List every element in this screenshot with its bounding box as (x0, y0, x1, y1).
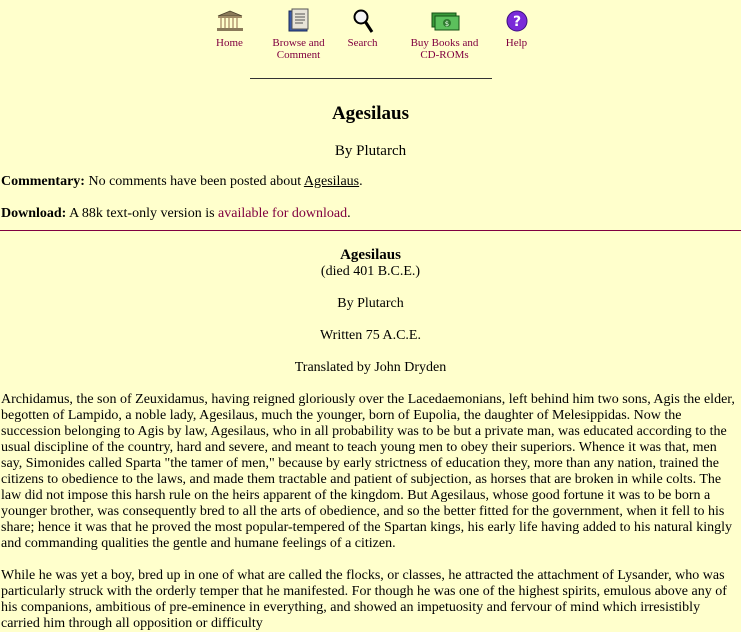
nav-help[interactable] (498, 7, 536, 61)
work-translator: Translated by John Dryden (294, 360, 447, 375)
nav-home-label[interactable]: Home (216, 37, 243, 49)
nav-buy-label-1[interactable]: Buy Books and (410, 37, 479, 49)
commentary-text: No comments have been posted about (88, 174, 302, 189)
commentary-line (1, 174, 741, 190)
page-title: Agesilaus (331, 103, 410, 124)
nav-browse-label-2[interactable]: Comment (276, 49, 321, 61)
top-nav (4, 0, 741, 61)
download-link[interactable]: available for download (218, 206, 348, 221)
nav-search-label[interactable]: Search (347, 37, 378, 49)
nav-browse-label-1[interactable]: Browse and (272, 37, 325, 49)
text-paragraph: Archidamus, the son of Zeuxidamus, having reigned gloriously over the Lacedaemonians, left behind him two sons, Agis the elder, begotten of Lampido, a noble lady, Agesilaus, much the younger, born of Eupolia, the daughter of Melesippidas. Now the succession belonging to Agis by law, Agesilaus, who in all probability was to be but a private man, was educated according to the usual discipline of the country, hard and severe, and meant to teach young men to obey their superiors. Whence it was that, men say, Simonides called Sparta "the tamer of men," because by early strictness of education they, more than any nation, trained the citizens to obedience to the laws, and made them tractable and patient of subjection, as horses that are broken in while colts. The law did not impose this harsh rule on the heirs apparent of the kingdom. But Agesilaus, whose good fortune it was to be born a younger brother, was consequently bred to all the arts of obedience, and so the better fitted for the government, when it fell to his share; hence it was that he proved the most popular-tempered of the Spartan kings, his early life having added to his natural kingly and commanding qualities the gentle and humane feelings of a citizen. (1, 392, 735, 551)
work-header (0, 247, 741, 376)
nav-browse-and-comment[interactable] (262, 7, 336, 61)
nav-buy-label-2[interactable]: CD-ROMs (420, 49, 469, 61)
work-died: (died 401 B.C.E.) (320, 264, 421, 279)
commentary-end: . (359, 174, 363, 189)
work-title: Agesilaus (340, 247, 401, 263)
content-divider (0, 230, 741, 231)
nav-home[interactable] (210, 7, 250, 61)
page-byline: By Plutarch (334, 143, 407, 159)
text-paragraph: While he was yet a boy, bred up in one of what are called the flocks, or classes, he attracted the attachment of Lysander, who was particularly struck with the orderly temper that he manifested. For though he was one of the highest spirits, emulous above any of his companions, ambitious of pre-eminence in everything, and showed an impetuosity and fervour of mind which irresistibly carried him through all opposition or difficulty (1, 568, 727, 631)
commentary-link[interactable]: Agesilaus (303, 174, 360, 189)
nav-buy-books[interactable] (400, 7, 490, 61)
nav-search[interactable] (340, 7, 386, 61)
download-label: Download: (1, 206, 67, 221)
svg-text:?: ? (512, 14, 521, 30)
commentary-label: Commentary: (1, 174, 85, 189)
temple-icon[interactable] (216, 7, 244, 35)
svg-text:$: $ (444, 20, 449, 28)
magnifier-icon[interactable] (352, 7, 374, 35)
download-text: A 88k text-only version is (69, 206, 215, 221)
work-written-date: Written 75 A.C.E. (320, 328, 421, 343)
download-line (1, 206, 741, 222)
help-icon[interactable] (505, 7, 529, 35)
scroll-book-icon[interactable] (286, 7, 312, 35)
work-author: By Plutarch (337, 296, 404, 311)
nav-help-label[interactable]: Help (505, 37, 528, 49)
download-end: . (347, 206, 351, 221)
top-divider (250, 78, 492, 79)
money-icon[interactable] (430, 7, 460, 35)
